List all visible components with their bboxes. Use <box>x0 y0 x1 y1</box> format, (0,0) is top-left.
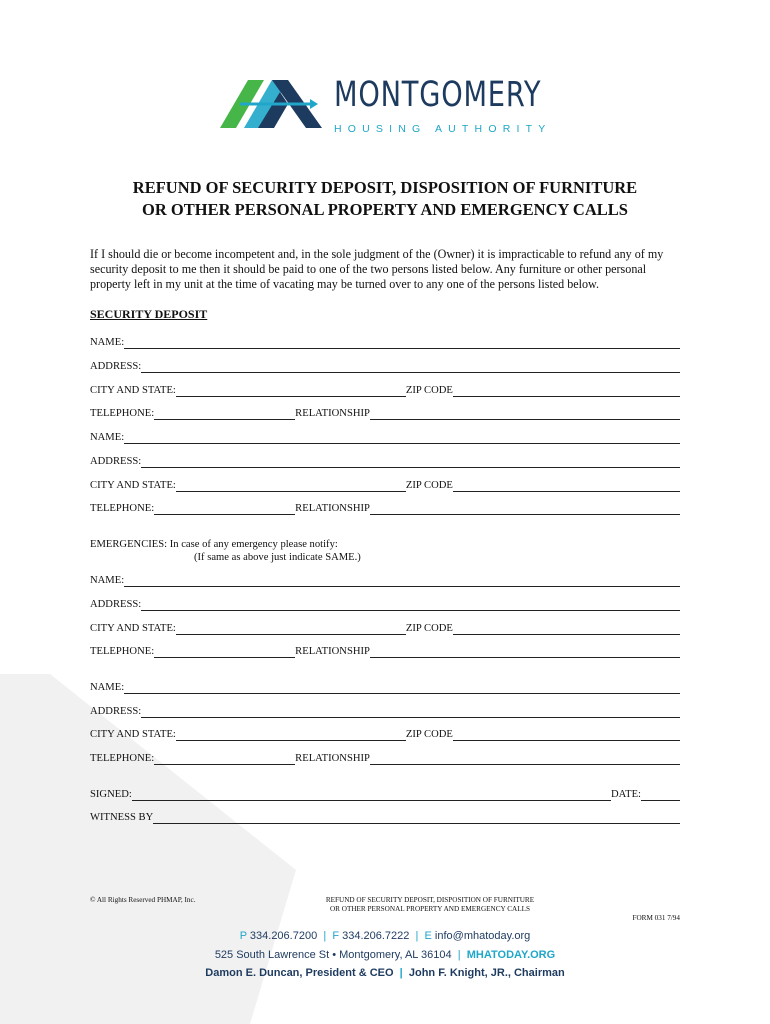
address-row-3 <box>90 597 680 611</box>
telephone-label: TELEPHONE: <box>90 408 155 419</box>
zip-label: ZIP CODE <box>405 729 453 740</box>
name-field[interactable] <box>124 337 680 349</box>
separator: | <box>457 949 461 961</box>
name-label: NAME: <box>90 432 125 443</box>
street-address: 525 South Lawrence St • Montgomery, AL 36104 <box>214 949 452 961</box>
witness-field[interactable] <box>153 812 680 824</box>
city-state-label: CITY AND STATE: <box>90 729 176 740</box>
relationship-field[interactable] <box>370 408 680 420</box>
zip-field[interactable] <box>453 623 680 635</box>
form-title-footnote <box>230 896 630 914</box>
telephone-field[interactable] <box>154 646 295 658</box>
email-link[interactable]: info@mhatoday.org <box>434 930 531 942</box>
document-title-line2: OR OTHER PERSONAL PROPERTY AND EMERGENCY CALLS <box>142 200 628 219</box>
address-row-4 <box>90 704 680 718</box>
witness-label: WITNESS BY <box>90 812 154 823</box>
telephone-field[interactable] <box>154 753 295 765</box>
telephone-field[interactable] <box>154 408 295 420</box>
separator: | <box>415 930 419 942</box>
intro-paragraph: If I should die or become incompetent and, in the sole judgment of the (Owner) it is impracticable to refund any of my security deposit to me then it should be paid to one of the two persons listed below. Any furniture or other personal property left in my unit at the time of vacating may be turned over to any one of the persons listed below. <box>90 247 664 292</box>
city-state-label: CITY AND STATE: <box>90 623 176 634</box>
email-prefix: E <box>424 930 432 942</box>
signed-label: SIGNED: <box>90 789 132 800</box>
date-label: DATE: <box>610 789 641 800</box>
telephone-label: TELEPHONE: <box>90 753 155 764</box>
website-link[interactable]: MHATODAY.ORG <box>466 949 556 961</box>
name-label: NAME: <box>90 682 125 693</box>
address-label: ADDRESS: <box>90 599 142 610</box>
address-row-1 <box>90 359 680 373</box>
telephone-row-2 <box>90 501 680 515</box>
zip-field[interactable] <box>453 729 680 741</box>
name-row-2 <box>90 430 680 444</box>
telephone-label: TELEPHONE: <box>90 503 155 514</box>
name-label: NAME: <box>90 575 125 586</box>
name-row-3 <box>90 573 680 587</box>
logo-mark-icon <box>218 74 326 134</box>
city-state-label: CITY AND STATE: <box>90 480 176 491</box>
city-state-label: CITY AND STATE: <box>90 385 176 396</box>
contact-line-1 <box>0 930 770 942</box>
phone-number[interactable]: 334.206.7200 <box>249 930 318 942</box>
relationship-field[interactable] <box>370 503 680 515</box>
separator: | <box>399 967 403 979</box>
city-state-field[interactable] <box>176 480 406 492</box>
zip-label: ZIP CODE <box>405 480 453 491</box>
address-field[interactable] <box>141 456 680 468</box>
city-row-3 <box>90 621 680 635</box>
form-number: FORM 031 7/94 <box>632 914 680 922</box>
relationship-field[interactable] <box>370 646 680 658</box>
telephone-row-4 <box>90 751 680 765</box>
signature-field[interactable] <box>132 789 611 801</box>
phone-prefix: P <box>239 930 247 942</box>
address-field[interactable] <box>141 599 680 611</box>
city-state-field[interactable] <box>176 385 406 397</box>
form-title-footnote-line2: OR OTHER PERSONAL PROPERTY AND EMERGENCY CALLS <box>329 905 531 913</box>
name-row-1 <box>90 335 680 349</box>
brand-subtitle: HOUSING AUTHORITY <box>334 123 552 135</box>
zip-label: ZIP CODE <box>405 623 453 634</box>
telephone-label: TELEPHONE: <box>90 646 155 657</box>
form-title-footnote-line1: REFUND OF SECURITY DEPOSIT, DISPOSITION OF FURNITURE <box>325 896 535 904</box>
name-label: NAME: <box>90 337 125 348</box>
emergencies-same-hint: (If same as above just indicate SAME.) <box>194 551 361 563</box>
security-deposit-heading: SECURITY DEPOSIT <box>90 307 208 321</box>
zip-label: ZIP CODE <box>405 385 453 396</box>
relationship-field[interactable] <box>370 753 680 765</box>
signed-row <box>90 787 680 801</box>
city-row-4 <box>90 727 680 741</box>
telephone-row-3 <box>90 644 680 658</box>
fax-number: 334.206.7222 <box>342 930 410 942</box>
brand-name: MONTGOMERY <box>334 75 542 115</box>
address-row-2 <box>90 454 680 468</box>
president-credit: Damon E. Duncan, President & CEO <box>205 967 394 979</box>
contact-line-2 <box>0 949 770 961</box>
contact-line-3 <box>0 967 770 979</box>
mha-logo <box>218 72 558 136</box>
city-state-field[interactable] <box>176 729 406 741</box>
emergencies-note <box>90 539 361 564</box>
telephone-row-1 <box>90 406 680 420</box>
name-row-4 <box>90 680 680 694</box>
copyright-note: © All Rights Reserved PHMAP, Inc. <box>90 896 196 904</box>
fax-prefix: F <box>332 930 340 942</box>
relationship-label: RELATIONSHIP <box>295 646 370 657</box>
relationship-label: RELATIONSHIP <box>295 753 370 764</box>
telephone-field[interactable] <box>154 503 295 515</box>
address-field[interactable] <box>141 706 680 718</box>
city-state-field[interactable] <box>176 623 406 635</box>
address-field[interactable] <box>141 361 680 373</box>
city-row-2 <box>90 478 680 492</box>
relationship-label: RELATIONSHIP <box>295 408 370 419</box>
zip-field[interactable] <box>453 480 680 492</box>
address-label: ADDRESS: <box>90 706 142 717</box>
zip-field[interactable] <box>453 385 680 397</box>
emergencies-instruction: EMERGENCIES: In case of any emergency please notify: <box>90 539 338 550</box>
name-field[interactable] <box>124 682 680 694</box>
separator: | <box>323 930 327 942</box>
address-label: ADDRESS: <box>90 456 142 467</box>
document-title-line1: REFUND OF SECURITY DEPOSIT, DISPOSITION OF FURNITURE <box>132 178 638 197</box>
name-field[interactable] <box>124 432 680 444</box>
address-label: ADDRESS: <box>90 361 142 372</box>
city-row-1 <box>90 383 680 397</box>
relationship-label: RELATIONSHIP <box>295 503 370 514</box>
date-field[interactable] <box>641 789 680 801</box>
name-field[interactable] <box>124 575 680 587</box>
chairman-credit: John F. Knight, JR., Chairman <box>408 967 565 979</box>
witness-row <box>90 810 680 824</box>
